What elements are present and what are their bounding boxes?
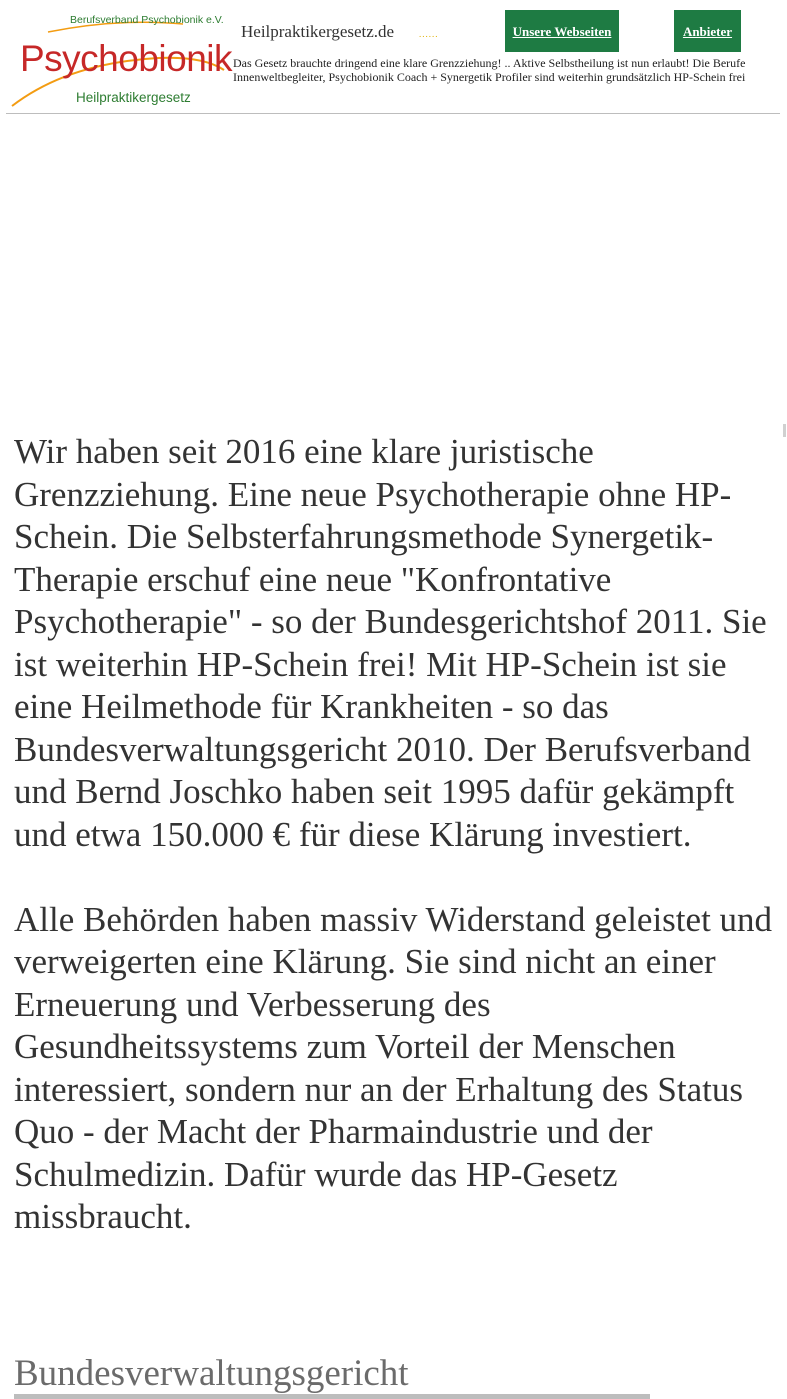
authorities-paragraph: Alle Behörden haben massiv Widerstand geleistet und verweigerten eine Klärung. Sie sind nicht an einer Erneuerung und Verbesserung des Gesundheitssystems zum Vorteil der Menschen interessiert, sondern nur an der Erhaltung des Status Quo - der Macht der Pharmaindustrie und der Schulmedizin. Dafür wurde das HP-Gesetz missbraucht. [14, 899, 773, 1236]
providers-button[interactable]: Anbieter [674, 10, 741, 52]
header-divider [6, 113, 780, 114]
site-title-link[interactable]: Heilpraktikergesetz.de [241, 22, 395, 41]
scrollbar-thumb[interactable] [783, 424, 786, 437]
intro-paragraph: Wir haben seit 2016 eine klare juristische Grenzziehung. Eine neue Psychotherapie ohne HP-Schein. Die Selbsterfahrungsmethode Synergetik-Therapie erschuf eine neue "Konfrontative Psychotherapie" - so der Bundesgerichtshof 2011. Sie ist weiterhin HP-Schein frei! Mit HP-Schein ist sie eine Heilmethode für Krankheiten - so das Bundesverwaltungsgericht 2010. Der Berufsverband und Bernd Joschko haben seit 1995 dafür gekämpft und etwa 150.000 € für diese Klärung investiert. [14, 432, 767, 854]
main-content [14, 431, 780, 1239]
logo-org-line: Berufsverband Psychobionik e.V. [70, 14, 224, 26]
section-heading-rule [14, 1394, 650, 1399]
our-websites-button[interactable]: Unsere Webseiten [505, 10, 619, 52]
logo-subline: Heilpraktikergesetz [76, 90, 191, 105]
header-tagline: Das Gesetz brauchte dringend eine klare Grenzziehung! .. Aktive Selbstheilung ist nun erlaubt! Die Berufe Innenweltbegleiter, Psychobionik Coach + Synergetik Profiler sind weiterhin grundsätzlich HP-Schein frei [233, 56, 746, 84]
logo[interactable] [8, 8, 233, 112]
site-title-dots: ...... [419, 29, 439, 39]
logo-brand: Psychobionik [20, 38, 233, 79]
section-heading: Bundesverwaltungsgericht [14, 1353, 409, 1394]
site-header [0, 0, 787, 114]
